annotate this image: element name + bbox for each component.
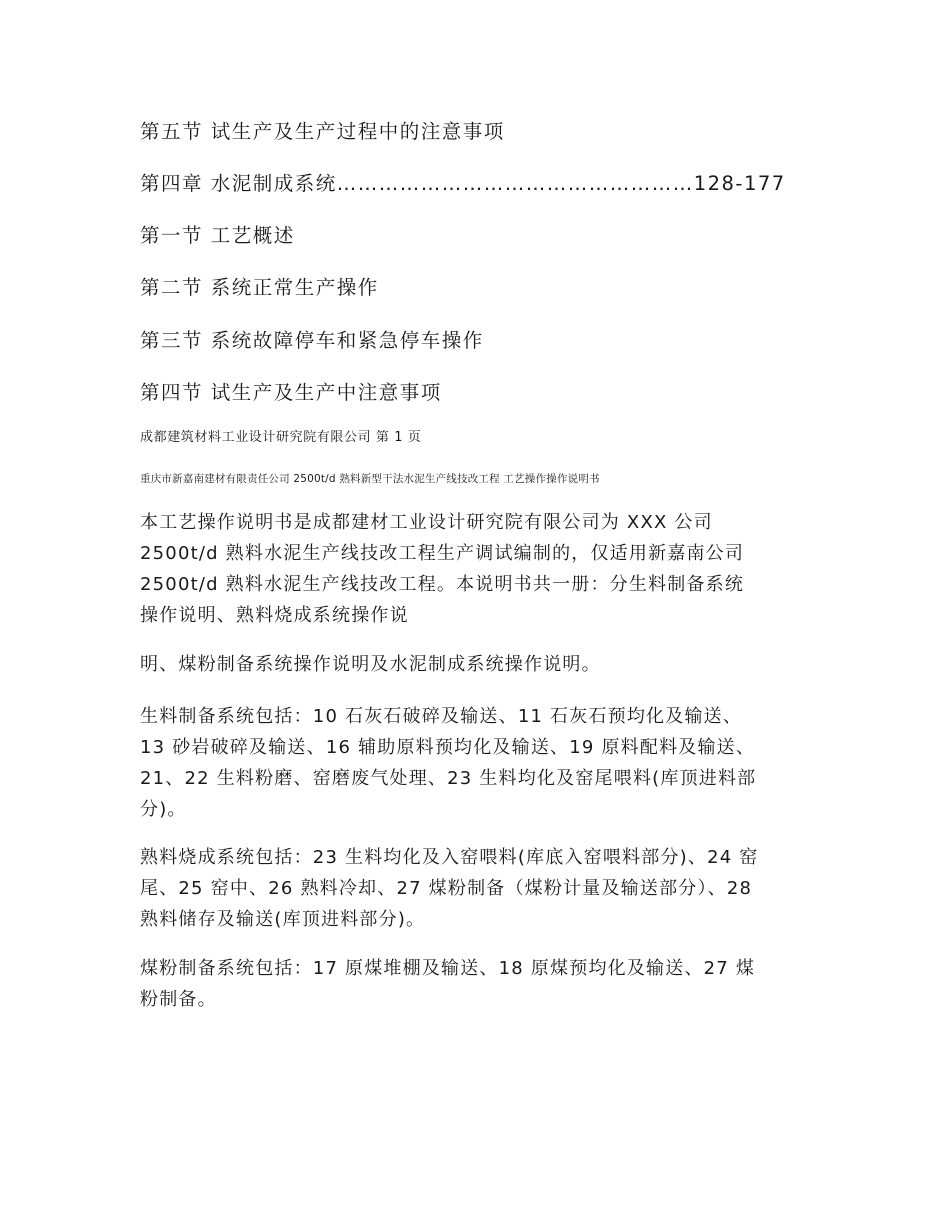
toc-entry-section-3: 第三节 系统故障停车和紧急停车操作 xyxy=(140,329,484,352)
toc-entry-chapter-4: 第四章 水泥制成系统……………………………………………128-177 xyxy=(140,172,786,195)
page-header: 重庆市新嘉南建材有限责任公司 2500t/d 熟料新型干法水泥生产线技改工程 工艺操作操作说明书 xyxy=(140,473,600,485)
paragraph-line: 本工艺操作说明书是成都建材工业设计研究院有限公司为 XXX 公司 xyxy=(140,512,713,533)
paragraph-intro-continued xyxy=(140,649,810,680)
page-footer: 成都建筑材料工业设计研究院有限公司 第 1 页 xyxy=(140,430,422,445)
paragraph-line: 尾、25 窑中、26 熟料冷却、27 煤粉制备（煤粉计量及输送部分）、28 xyxy=(140,878,753,899)
paragraph-raw-meal-system xyxy=(140,701,810,825)
toc-entry-section-4: 第四节 试生产及生产中注意事项 xyxy=(140,381,442,404)
paragraph-line: 2500t/d 熟料水泥生产线技改工程。本说明书共一册：分生料制备系统 xyxy=(140,574,745,595)
paragraph-line: 21、22 生料粉磨、窑磨废气处理、23 生料均化及窑尾喂料(库顶进料部 xyxy=(140,768,757,789)
paragraph-line: 熟料储存及输送(库顶进料部分)。 xyxy=(140,909,426,930)
paragraph-line: 分)。 xyxy=(140,799,187,820)
paragraph-line: 明、煤粉制备系统操作说明及水泥制成系统操作说明。 xyxy=(140,654,601,675)
paragraph-line: 13 砂岩破碎及输送、16 辅助原料预均化及输送、19 原料配料及输送、 xyxy=(140,737,756,758)
paragraph-line: 生料制备系统包括：10 石灰石破碎及输送、11 石灰石预均化及输送、 xyxy=(140,706,743,727)
paragraph-line: 粉制备。 xyxy=(140,989,217,1010)
paragraph-clinker-system xyxy=(140,842,810,935)
toc-entry-section-5: 第五节 试生产及生产过程中的注意事项 xyxy=(140,120,505,143)
toc-entry-section-2: 第二节 系统正常生产操作 xyxy=(140,276,379,299)
paragraph-intro xyxy=(140,507,810,631)
paragraph-line: 煤粉制备系统包括：17 原煤堆棚及输送、18 原煤预均化及输送、27 煤 xyxy=(140,958,756,979)
paragraph-line: 熟料烧成系统包括：23 生料均化及入窑喂料(库底入窑喂料部分)、24 窑 xyxy=(140,847,759,868)
paragraph-line: 2500t/d 熟料水泥生产线技改工程生产调试编制的，仅适用新嘉南公司 xyxy=(140,543,745,564)
paragraph-coal-system xyxy=(140,953,810,1015)
toc-entry-section-1: 第一节 工艺概述 xyxy=(140,224,295,247)
paragraph-line: 操作说明、熟料烧成系统操作说 xyxy=(140,605,409,626)
